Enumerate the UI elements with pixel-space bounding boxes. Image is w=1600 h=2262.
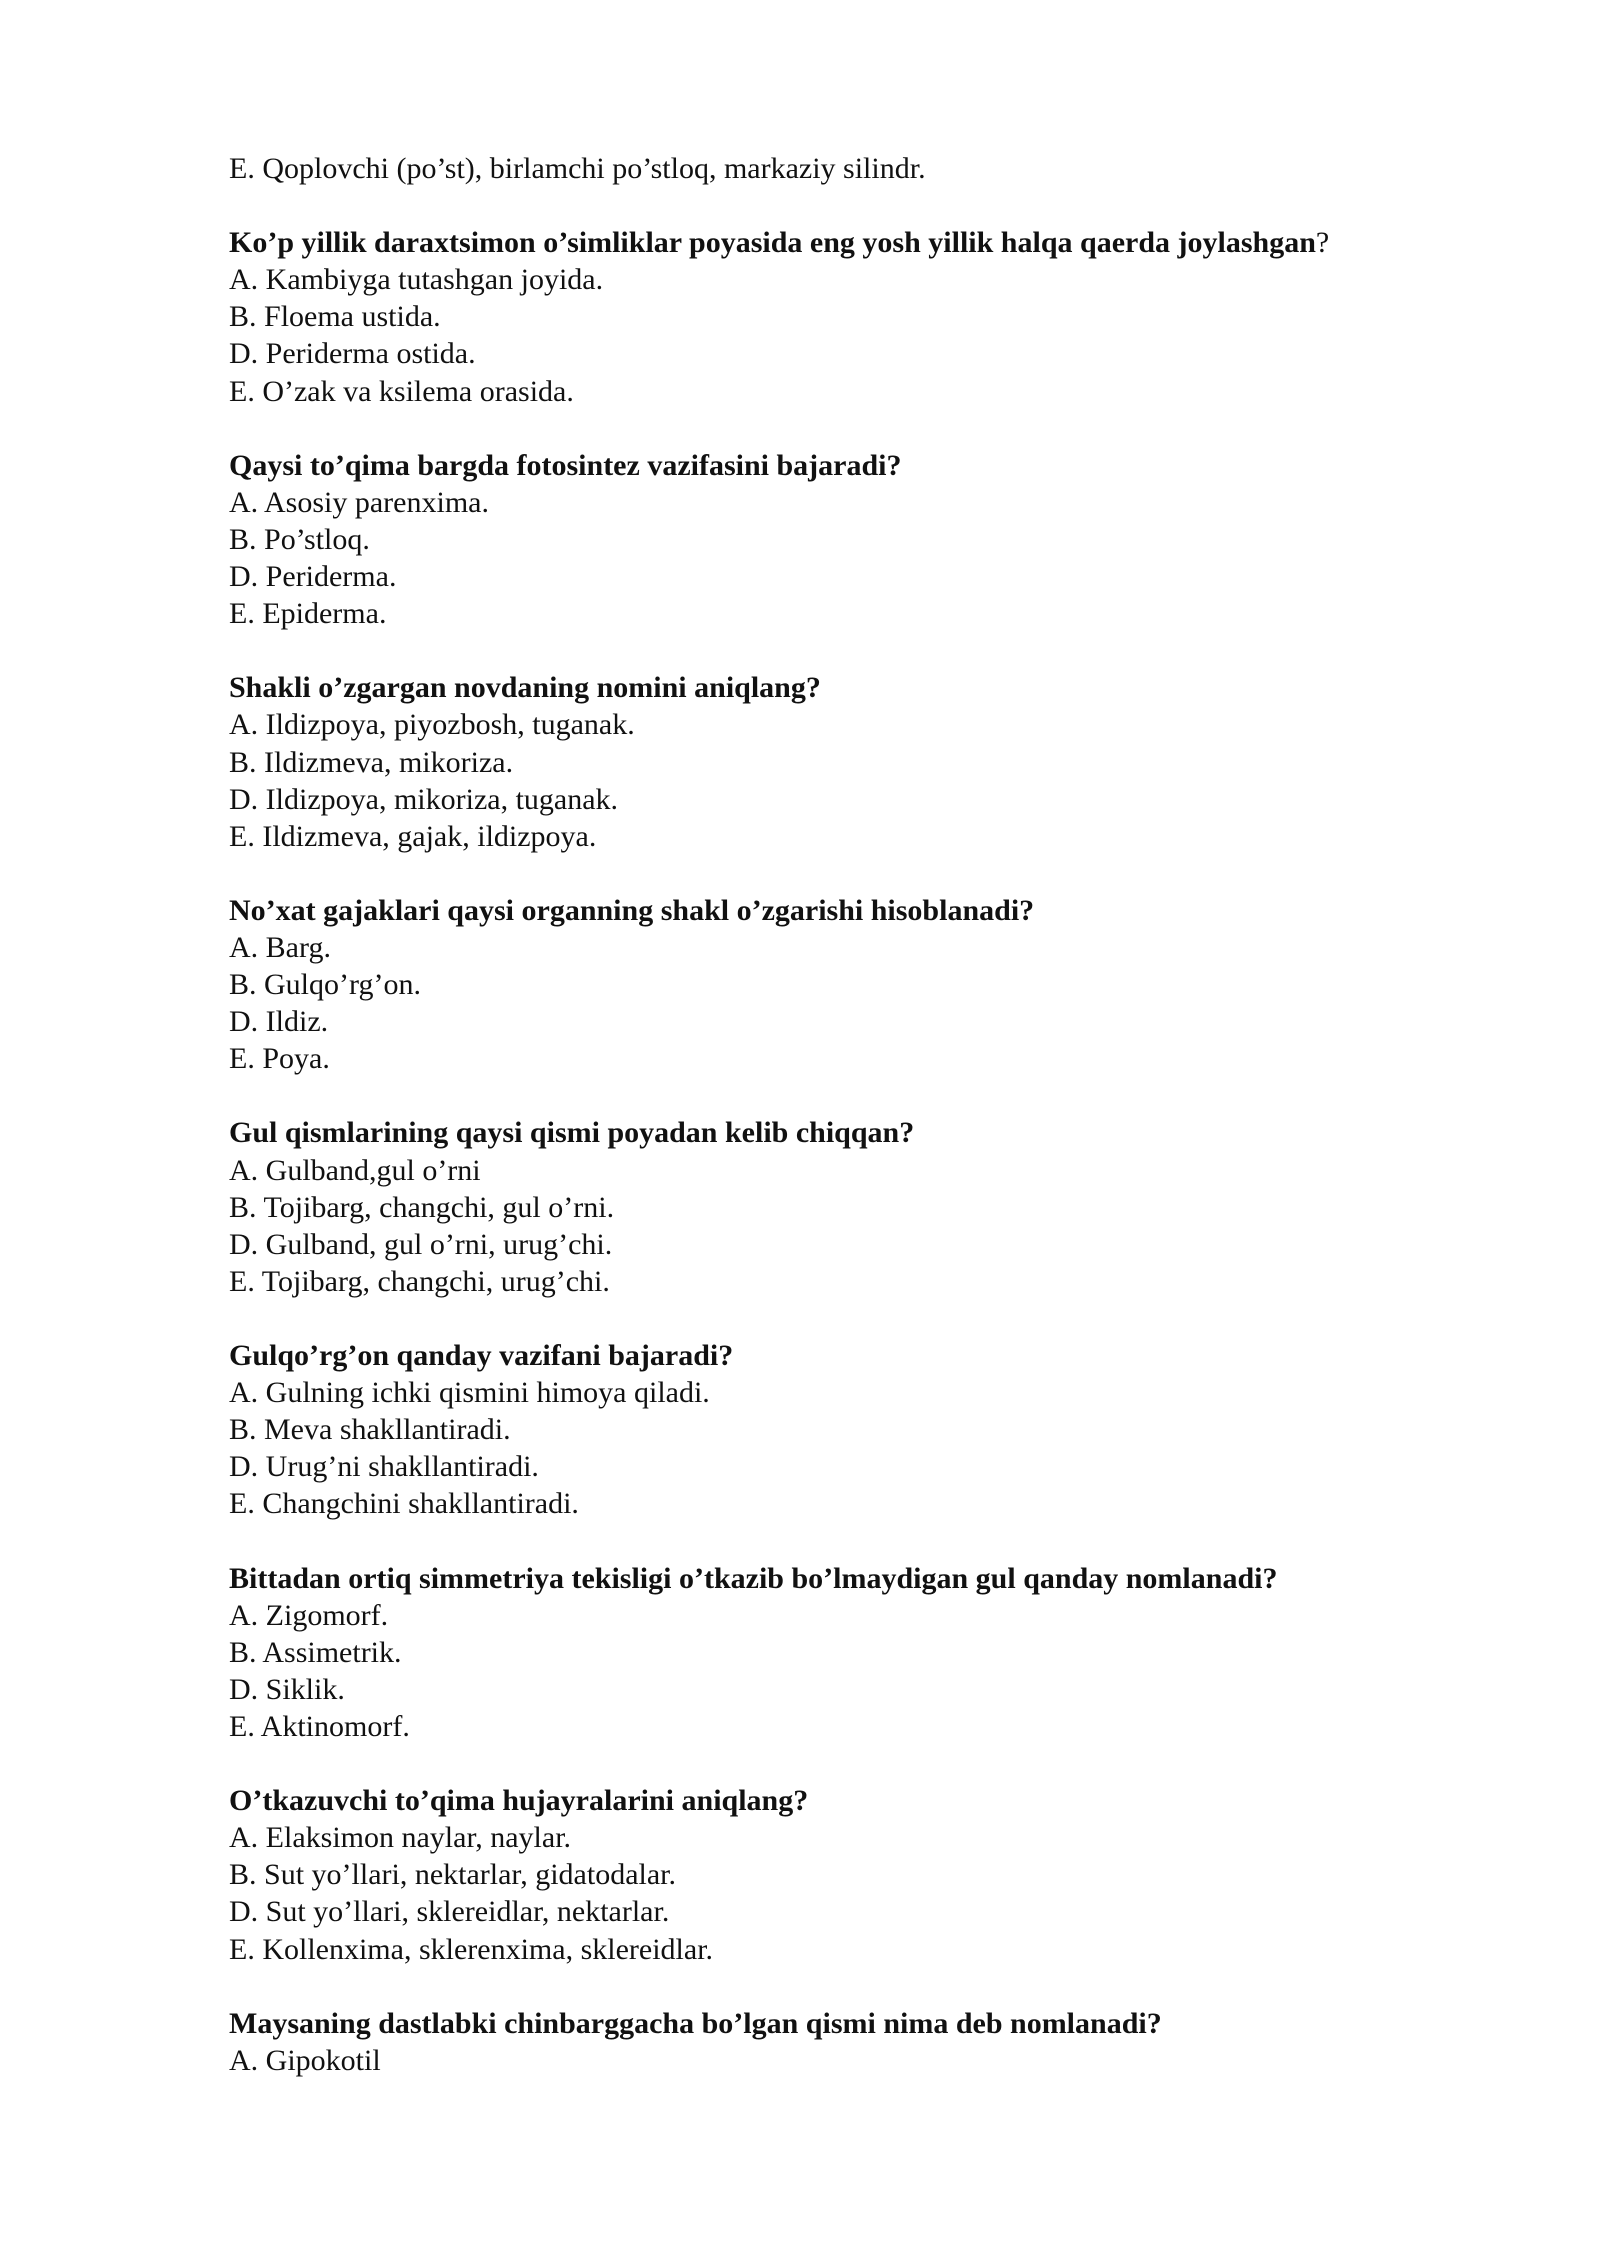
question-text: Bittadan ortiq simmetriya tekisligi o’tkazib bo’lmaydigan gul qanday nomlanadi? [229, 1561, 1278, 1595]
answer-option: D. Ildizpoya, mikoriza, tuganak. [229, 782, 619, 816]
answer-option: B. Gulqo’rg’on. [229, 968, 421, 1002]
question-block [229, 669, 1509, 854]
answer-option: E. O’zak va ksilema orasida. [229, 374, 574, 408]
previous-answer-option: E. Qoplovchi (po’st), birlamchi po’stloq, markaziy silindr. [229, 152, 926, 185]
answer-option: D. Urug’ni shakllantiradi. [229, 1450, 539, 1484]
question-text: Shakli o’zgargan novdaning nomini aniqlang? [229, 671, 821, 705]
answer-option: B. Ildizmeva, mikoriza. [229, 745, 514, 779]
answer-option: E. Tojibarg, changchi, urug’chi. [229, 1264, 610, 1298]
answer-option: D. Sut yo’llari, sklereidlar, nektarlar. [229, 1895, 670, 1929]
question-block [229, 1560, 1509, 1745]
answer-option: B. Po’stloq. [229, 522, 370, 556]
answer-option: B. Meva shakllantiradi. [229, 1413, 511, 1447]
question-block [229, 447, 1509, 632]
question-block [229, 892, 1509, 1077]
question-block [229, 1114, 1509, 1299]
answer-option: A. Elaksimon naylar, naylar. [229, 1821, 572, 1855]
question-text: O’tkazuvchi to’qima hujayralarini aniqlang? [229, 1784, 809, 1818]
question-block [229, 2005, 1509, 2079]
answer-option: E. Kollenxima, sklerenxima, sklereidlar. [229, 1932, 714, 1966]
answer-option: B. Floema ustida. [229, 300, 441, 334]
answer-option: B. Tojibarg, changchi, gul o’rni. [229, 1190, 615, 1224]
answer-option: E. Ildizmeva, gajak, ildizpoya. [229, 819, 597, 853]
answer-option: B. Sut yo’llari, nektarlar, gidatodalar. [229, 1858, 677, 1892]
question-text: Qaysi to’qima bargda fotosintez vazifasini bajaradi? [229, 448, 902, 482]
answer-option: A. Barg. [229, 930, 331, 964]
answer-option: A. Gulning ichki qismini himoya qiladi. [229, 1376, 710, 1410]
question-text [229, 224, 1509, 261]
answer-option: D. Gulband, gul o’rni, urug’chi. [229, 1227, 613, 1261]
question-block [229, 1337, 1509, 1522]
document-page [229, 150, 1509, 2079]
answer-option: A. Zigomorf. [229, 1598, 389, 1632]
answer-option: A. Gipokotil [229, 2043, 381, 2077]
answer-option: D. Periderma ostida. [229, 337, 476, 371]
question-text-main: Ko’p yillik daraxtsimon o’simliklar poyasida eng yosh yillik halqa qaerda joylashgan [229, 226, 1316, 260]
answer-option: A. Asosiy parenxima. [229, 485, 489, 519]
question-block [229, 224, 1509, 409]
question-text: No’xat gajaklari qaysi organning shakl o’zgarishi hisoblanadi? [229, 893, 1035, 927]
answer-option: A. Ildizpoya, piyozbosh, tuganak. [229, 708, 635, 742]
answer-option: E. Aktinomorf. [229, 1709, 410, 1743]
question-text: Gulqo’rg’on qanday vazifani bajaradi? [229, 1339, 734, 1372]
answer-option: E. Poya. [229, 1042, 330, 1076]
answer-option: D. Siklik. [229, 1672, 345, 1706]
question-block [229, 1782, 1509, 1967]
answer-option: E. Changchini shakllantiradi. [229, 1487, 579, 1521]
answer-option: D. Periderma. [229, 560, 397, 594]
answer-option: A. Kambiyga tutashgan joyida. [229, 263, 604, 297]
answer-option: D. Ildiz. [229, 1005, 329, 1039]
answer-option: B. Assimetrik. [229, 1635, 402, 1669]
answer-option: A. Gulband,gul o’rni [229, 1153, 481, 1187]
question-text: Gul qismlarining qaysi qismi poyadan kelib chiqqan? [229, 1116, 915, 1150]
question-text: Maysaning dastlabki chinbarggacha bo’lgan qismi nima deb nomlanadi? [229, 2006, 1162, 2040]
answer-option: E. Epiderma. [229, 597, 387, 631]
question-text-tail: ? [1315, 226, 1330, 260]
